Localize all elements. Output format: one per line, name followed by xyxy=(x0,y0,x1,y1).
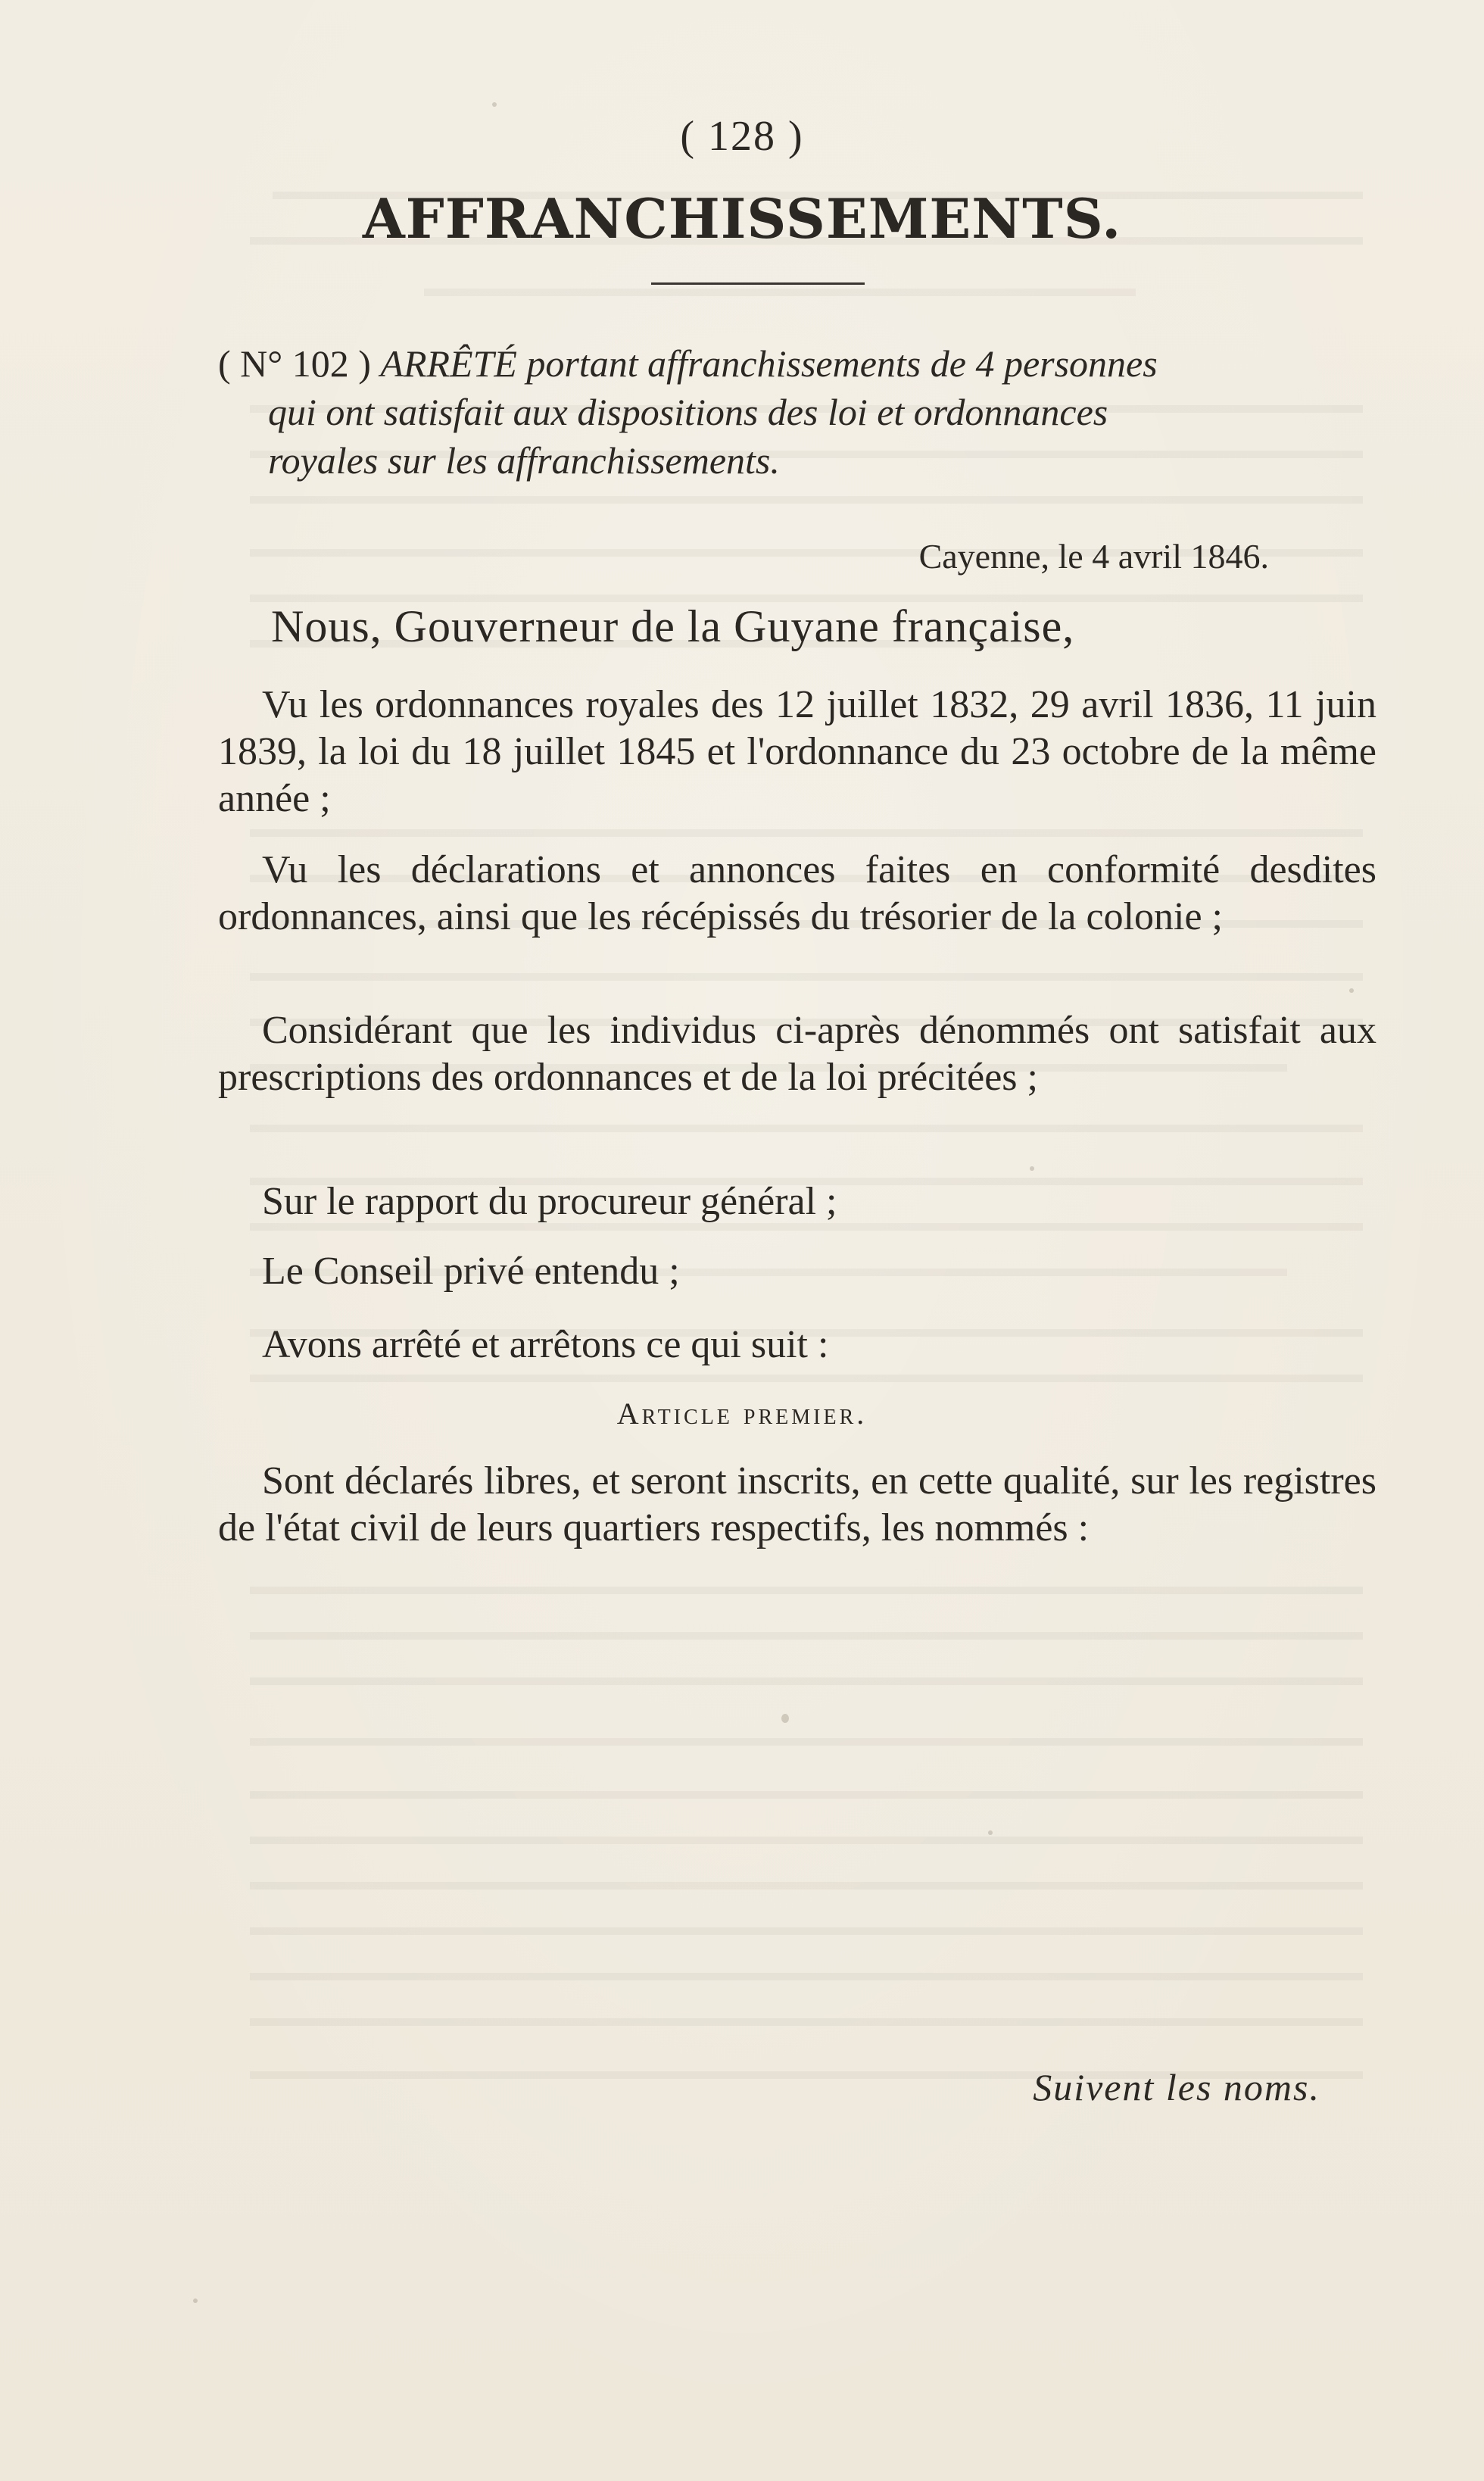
paper-speck xyxy=(781,1714,789,1723)
paper-speck xyxy=(492,102,497,107)
paper-speck xyxy=(1349,988,1354,993)
decree-title-block xyxy=(218,339,1376,485)
paper-speck xyxy=(193,2298,198,2303)
decree-title-line3: royales sur les affranchissements. xyxy=(268,439,780,482)
decree-title-line2: qui ont satisfait aux dispositions des loi et ordonnances xyxy=(268,391,1108,433)
closing-note: Suivent les noms. xyxy=(1033,2066,1320,2108)
paragraph-vu-ordonnances: Vu les ordonnances royales des 12 juillet 1832, 29 avril 1836, 11 juin 1839, la loi du 18 juillet 1845 et l'ordonnance du 23 octobre de la même année ; xyxy=(218,683,1376,820)
paper-speck xyxy=(1030,1166,1034,1171)
heading-rule xyxy=(651,282,865,285)
paragraph-considerant: Considérant que les individus ci-après dénommés ont satisfait aux prescriptions des ordonnances et de la loi précitées ; xyxy=(218,1009,1376,1099)
paragraph-vu-declarations: Vu les déclarations et annonces faites en conformité desdites ordonnances, ainsi que les récépissés du trésorier de la colonie ; xyxy=(218,848,1376,938)
decree-title-line1: ARRÊTÉ portant affranchissements de 4 personnes xyxy=(380,342,1158,385)
paragraph-avons: Avons arrêté et arrêtons ce qui suit : xyxy=(262,1323,829,1366)
paragraph-rapport: Sur le rapport du procureur général ; xyxy=(262,1180,837,1223)
page-number: ( 128 ) xyxy=(680,113,804,160)
paper-speck xyxy=(988,1830,993,1835)
decree-number: ( N° 102 ) xyxy=(218,342,371,385)
paragraph-article-text: Sont déclarés libres, et seront inscrits, en cette qualité, sur les registres de l'état civil de leurs quartiers respectifs, les nommés : xyxy=(218,1459,1376,1549)
section-heading: AFFRANCHISSEMENTS. xyxy=(362,186,1122,251)
dateline: Cayenne, le 4 avril 1846. xyxy=(918,537,1269,576)
paragraph-conseil: Le Conseil privé entendu ; xyxy=(262,1250,680,1293)
article-heading: Article premier. xyxy=(616,1397,868,1431)
preamble: Nous, Gouverneur de la Guyane française, xyxy=(271,601,1075,651)
